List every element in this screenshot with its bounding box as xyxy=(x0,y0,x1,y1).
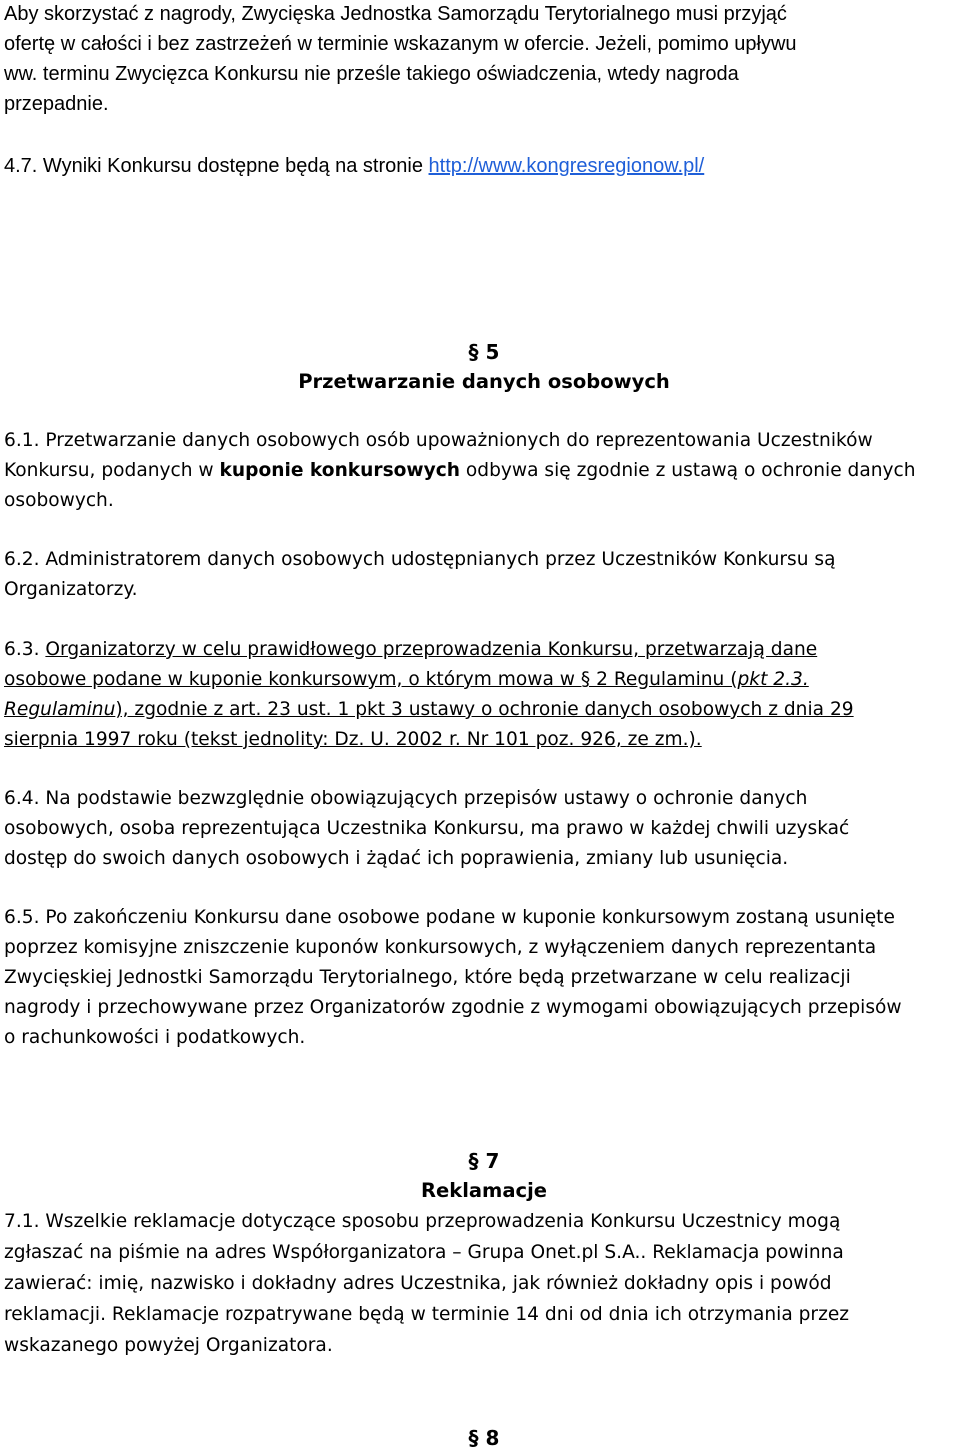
text-line: Organizatorzy. xyxy=(4,579,138,600)
section-7-title: Reklamacje xyxy=(421,1179,547,1202)
text-line: dostęp do swoich danych osobowych i żądać ich poprawienia, zmiany lub usunięcia. xyxy=(4,848,789,869)
text-line: sierpnia 1997 roku (tekst jednolity: Dz. U. 2002 r. Nr 101 poz. 926, ze zm.). xyxy=(4,729,702,750)
underlined-text: osobowe podane w kuponie konkursowym, o którym mowa w § 2 Regulaminu ( xyxy=(4,669,738,690)
text-line: osobowych, osoba reprezentująca Uczestnika Konkursu, ma prawo w każdej chwili uzyskać xyxy=(4,818,850,839)
italic-text: pkt 2.3. xyxy=(737,669,809,690)
text-span: odbywa się zgodnie z ustawą o ochronie danych xyxy=(459,460,916,481)
section-5-mark: § 5 xyxy=(468,340,500,364)
text-span: Konkursu, podanych w xyxy=(4,460,220,481)
text-line: 6.4. Na podstawie bezwzględnie obowiązujących przepisów ustawy o ochronie danych xyxy=(4,788,808,809)
results-line xyxy=(4,152,704,180)
section-7-mark: § 7 xyxy=(468,1149,500,1173)
text-line: Aby skorzystać z nagrody, Zwycięska Jednostka Samorządu Terytorialnego musi przyjąć xyxy=(4,3,787,25)
text-line: 6.1. Przetwarzanie danych osobowych osób upoważnionych do reprezentowania Uczestników xyxy=(4,430,873,451)
text-line: Zwycięskiej Jednostki Samorządu Terytorialnego, które będą przetwarzane w celu realizacji xyxy=(4,967,851,988)
text-line: zgłaszać na piśmie na adres Współorganizatora – Grupa Onet.pl S.A.. Reklamacja powinna xyxy=(4,1242,844,1263)
italic-text: Regulaminu xyxy=(4,699,116,720)
text-line: 6.2. Administratorem danych osobowych udostępnianych przez Uczestników Konkursu są xyxy=(4,549,836,570)
text-line: przepadnie. xyxy=(4,93,109,115)
text-line xyxy=(4,696,854,724)
text-line: reklamacji. Reklamacje rozpatrywane będą w terminie 14 dni od dnia ich otrzymania przez xyxy=(4,1304,850,1325)
text-line: osobowych. xyxy=(4,490,114,511)
underlined-text: Organizatorzy w celu prawidłowego przeprowadzenia Konkursu, przetwarzają dane xyxy=(45,639,818,660)
underlined-text: ), zgodnie z art. 23 ust. 1 pkt 3 ustawy o ochronie danych osobowych z dnia 29 xyxy=(115,699,854,720)
text-line: o rachunkowości i podatkowych. xyxy=(4,1027,306,1048)
section-8-mark: § 8 xyxy=(468,1426,500,1450)
text-line: 6.5. Po zakończeniu Konkursu dane osobowe podane w kuponie konkursowym zostaną usunięte xyxy=(4,907,895,928)
text-line xyxy=(4,636,817,664)
section-5-title: Przetwarzanie danych osobowych xyxy=(298,370,670,393)
text-line: ofertę w całości i bez zastrzeżeń w terminie wskazanym w ofercie. Jeżeli, pomimo upływu xyxy=(4,33,797,55)
text-line: poprzez komisyjne zniszczenie kuponów konkursowych, z wyłączeniem danych reprezentanta xyxy=(4,937,877,958)
text-span: 6.3. xyxy=(4,639,46,660)
text-line: 7.1. Wszelkie reklamacje dotyczące sposobu przeprowadzenia Konkursu Uczestnicy mogą xyxy=(4,1211,841,1232)
bold-text: kuponie konkursowych xyxy=(219,460,460,481)
results-text: 4.7. Wyniki Konkursu dostępne będą na stronie xyxy=(4,155,429,177)
text-line: ww. terminu Zwycięzca Konkursu nie prześle takiego oświadczenia, wtedy nagroda xyxy=(4,63,739,85)
text-line xyxy=(4,457,916,485)
results-link[interactable]: http://www.kongresregionow.pl/ xyxy=(428,155,705,177)
text-line: wskazanego powyżej Organizatora. xyxy=(4,1335,333,1356)
text-line: zawierać: imię, nazwisko i dokładny adres Uczestnika, jak również dokładny opis i powód xyxy=(4,1273,832,1294)
text-line: nagrody i przechowywane przez Organizatorów zgodnie z wymogami obowiązujących przepisów xyxy=(4,997,902,1018)
text-line xyxy=(4,666,809,694)
